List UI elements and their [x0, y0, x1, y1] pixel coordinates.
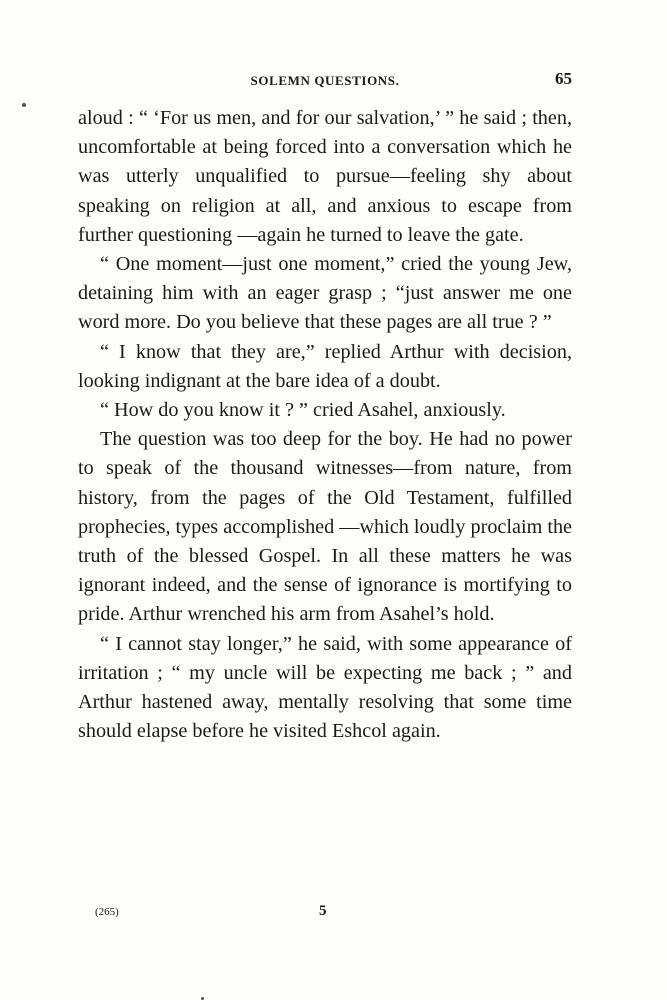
paragraph: “ How do you know it ? ” cried Asahel, anxiously. [100, 399, 506, 422]
running-head [78, 68, 572, 92]
paragraph: “ I cannot stay longer,” he said, with some appearance of irritation ; “ my uncle will be expecting me back ; ” and Arthur hastened away, mentally resolving that some time should elapse before he visited Eshcol again. [78, 632, 572, 743]
paragraph: aloud : “ ‘For us men, and for our salvation,’ ” he said ; then, uncomfortable at being forced into a conversation which he was utterly unqualified to pursue—feeling shy about speaking on religion at all, and anxious to escape from further questioning —again he turned to leave the gate. [78, 107, 572, 246]
signature-mark: 5 [319, 903, 327, 919]
paragraph: “ One moment—just one moment,” cried the young Jew, detaining him with an eager grasp ; “just answer me one word more. Do you believe that these pages are all true ? ” [78, 253, 572, 334]
running-title: SOLEMN QUESTIONS. [250, 73, 400, 88]
paragraph: “ I know that they are,” replied Arthur with decision, looking indignant at the bare idea of a doubt. [78, 340, 572, 392]
ink-speck [22, 103, 26, 107]
paragraph: The question was too deep for the boy. He had no power to speak of the thousand witnesses—from nature, from history, from the pages of the Old Testament, fulfilled prophecies, types accomplished —which loudly proclaim the truth of the blessed Gospel. In all these matters he was ignorant indeed, and the sense of ignorance is mortifying to pride. Arthur wrenched his arm from Asahel’s hold. [78, 428, 572, 626]
printer-mark: (265) [95, 906, 119, 918]
body-text [78, 104, 572, 746]
page-number: 65 [555, 69, 572, 88]
page-footer [95, 902, 495, 922]
